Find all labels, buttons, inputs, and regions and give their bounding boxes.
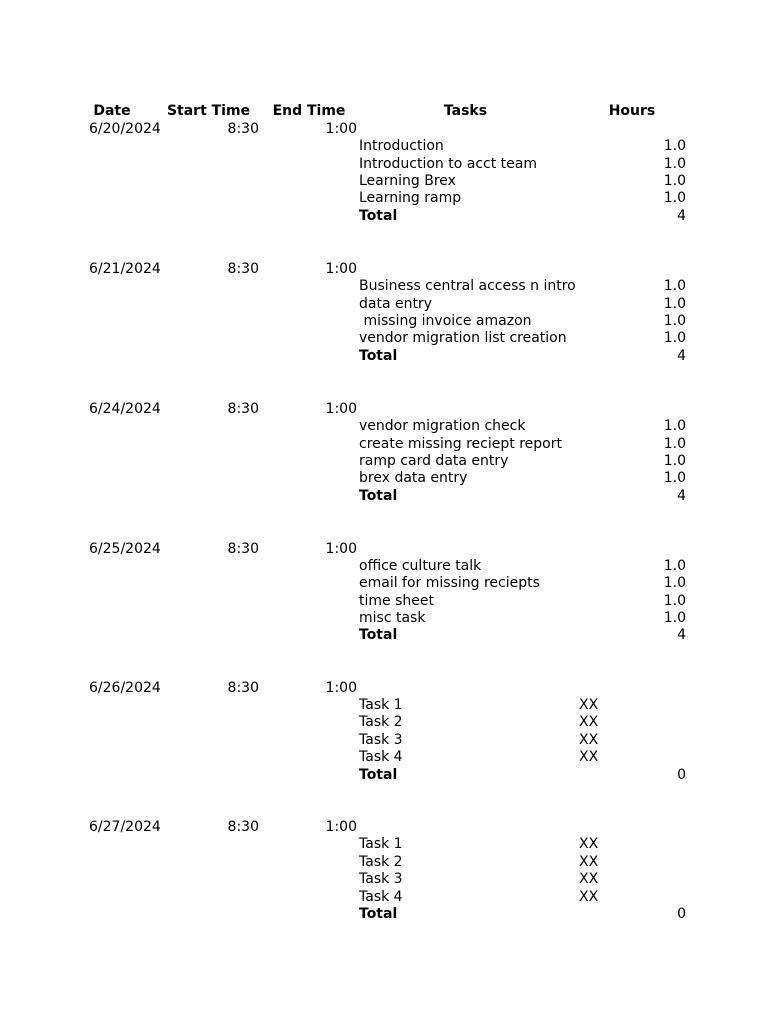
day-date: 6/24/2024 (89, 401, 161, 417)
day-end-time: 1:00 (325, 819, 357, 835)
day-start-time: 8:30 (227, 680, 259, 696)
task-mark: XX (579, 732, 599, 748)
task-hours: 1.0 (663, 296, 686, 312)
task-name: brex data entry (359, 470, 468, 486)
day-end-time: 1:00 (325, 121, 357, 137)
task-name: Task 4 (359, 749, 403, 765)
task-mark: XX (579, 697, 599, 713)
task-hours: 1.0 (663, 558, 686, 574)
task-mark: XX (579, 836, 599, 852)
total-hours: 4 (677, 488, 686, 504)
task-name: Task 1 (359, 697, 403, 713)
total-label: Total (359, 208, 398, 224)
task-name: office culture talk (359, 558, 482, 574)
task-name: time sheet (359, 593, 434, 609)
total-hours: 4 (677, 627, 686, 643)
total-label: Total (359, 767, 398, 783)
total-label: Total (359, 627, 398, 643)
task-hours: 1.0 (663, 575, 686, 591)
task-mark: XX (579, 871, 599, 887)
header-end-time: End Time (272, 103, 346, 119)
day-end-time: 1:00 (325, 680, 357, 696)
task-hours: 1.0 (663, 453, 686, 469)
task-mark: XX (579, 854, 599, 870)
task-name: Task 3 (359, 871, 403, 887)
task-name: ramp card data entry (359, 453, 509, 469)
total-label: Total (359, 488, 398, 504)
task-hours: 1.0 (663, 593, 686, 609)
task-hours: 1.0 (663, 330, 686, 346)
task-name: Task 4 (359, 889, 403, 905)
day-end-time: 1:00 (325, 401, 357, 417)
task-hours: 1.0 (663, 610, 686, 626)
task-name: misc task (359, 610, 426, 626)
task-hours: 1.0 (663, 190, 686, 206)
total-hours: 4 (677, 348, 686, 364)
task-mark: XX (579, 714, 599, 730)
day-end-time: 1:00 (325, 261, 357, 277)
day-date: 6/21/2024 (89, 261, 161, 277)
total-hours: 0 (677, 767, 686, 783)
task-name: email for missing reciepts (359, 575, 540, 591)
task-name: Introduction to acct team (359, 156, 537, 172)
task-name: Task 2 (359, 714, 403, 730)
day-date: 6/25/2024 (89, 541, 161, 557)
task-name: Business central access n intro (359, 278, 576, 294)
day-date: 6/27/2024 (89, 819, 161, 835)
task-hours: 1.0 (663, 470, 686, 486)
header-hours: Hours (608, 103, 656, 119)
header-tasks: Tasks (443, 103, 488, 119)
task-hours: 1.0 (663, 278, 686, 294)
day-start-time: 8:30 (227, 261, 259, 277)
task-name: Introduction (359, 138, 444, 154)
task-mark: XX (579, 749, 599, 765)
task-name: data entry (359, 296, 433, 312)
day-start-time: 8:30 (227, 819, 259, 835)
task-name: missing invoice amazon (359, 313, 532, 329)
task-hours: 1.0 (663, 138, 686, 154)
total-hours: 0 (677, 906, 686, 922)
task-hours: 1.0 (663, 418, 686, 434)
task-name: Learning ramp (359, 190, 462, 206)
header-start-time: Start Time (166, 103, 251, 119)
task-mark: XX (579, 889, 599, 905)
day-date: 6/20/2024 (89, 121, 161, 137)
task-hours: 1.0 (663, 173, 686, 189)
task-hours: 1.0 (663, 313, 686, 329)
day-date: 6/26/2024 (89, 680, 161, 696)
task-name: Task 1 (359, 836, 403, 852)
total-hours: 4 (677, 208, 686, 224)
day-start-time: 8:30 (227, 541, 259, 557)
task-name: vendor migration list creation (359, 330, 567, 346)
task-name: Learning Brex (359, 173, 456, 189)
total-label: Total (359, 348, 398, 364)
task-hours: 1.0 (663, 436, 686, 452)
task-hours: 1.0 (663, 156, 686, 172)
task-name: Task 2 (359, 854, 403, 870)
day-start-time: 8:30 (227, 121, 259, 137)
day-end-time: 1:00 (325, 541, 357, 557)
header-date: Date (93, 103, 131, 119)
task-name: Task 3 (359, 732, 403, 748)
total-label: Total (359, 906, 398, 922)
task-name: vendor migration check (359, 418, 526, 434)
task-name: create missing reciept report (359, 436, 562, 452)
day-start-time: 8:30 (227, 401, 259, 417)
